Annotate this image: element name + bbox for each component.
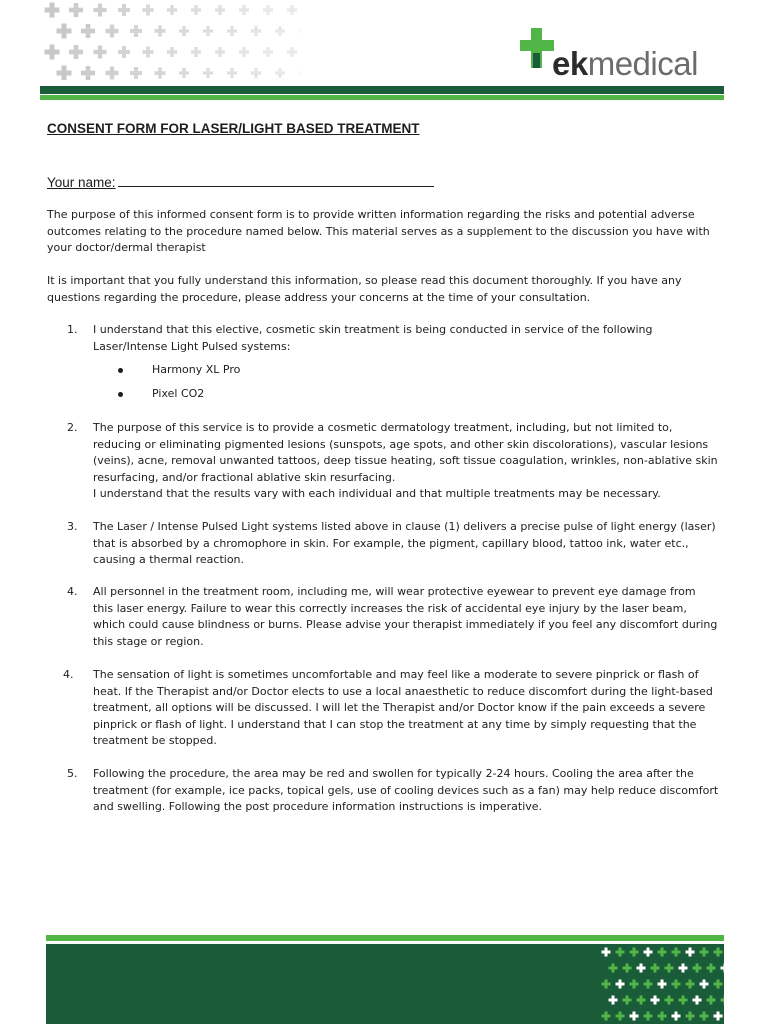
clause-number: 4. <box>63 668 74 681</box>
logo-brand-light: medical <box>587 45 698 82</box>
intro-paragraph: It is important that you fully understand this information, so please read this document thoroughly. If you have any questions regarding the procedure, please address your concerns at the time of your consultation. <box>47 274 682 304</box>
clause-text: The sensation of light is sometimes uncomfortable and may feel like a moderate to severe pinprick or flash of heat. If the Therapist and/or Doctor elects to use a local anaesthetic to reduce discomfort during the light-based treatment, all options will be discussed. I will let the Therapist and/or Doctor know if the pain exceeds a severe pinprick or flash of light. I understand that I can stop the treatment at any time by simply requesting that the treatment be stopped. <box>93 668 713 747</box>
footer-cross-pattern <box>598 944 724 1024</box>
name-label: Your name: <box>47 175 116 190</box>
clause-text: I understand that this elective, cosmetic skin treatment is being conducted in service of the following Laser/Intense Light Pulsed systems: <box>93 323 653 353</box>
bullet-icon <box>118 368 123 373</box>
logo-brand-bold: ek <box>552 45 588 82</box>
bullet-icon <box>118 392 123 397</box>
document-title: CONSENT FORM FOR LASER/LIGHT BASED TREATMENT <box>47 121 420 136</box>
bullet-text: Harmony XL Pro <box>152 363 241 376</box>
clause-text: Following the procedure, the area may be red and swollen for typically 2-24 hours. Cooling the area after the treatment (for example, ice packs, topical gels, use of cooling devices such as a fan) may help reduce discomfort and swelling. Following the post procedure information instructions is imperative. <box>93 767 719 813</box>
clause-text: All personnel in the treatment room, including me, will wear protective eyewear to prevent eye damage from this laser energy. Failure to wear this correctly increases the risk of accidental eye injury by the laser beam, which could cause blindness or burns. Please advise your therapist immediately if you feel any discomfort during this stage or region. <box>93 585 718 648</box>
clause-number: 1. <box>67 323 78 336</box>
decorative-cross-pattern <box>40 0 300 80</box>
clause-text: The Laser / Intense Pulsed Light systems listed above in clause (1) delivers a precise pulse of light energy (laser) that is absorbed by a chromophore in skin. For example, the pigment, capillary blood, tattoo ink, water etc., causing a thermal reaction. <box>93 520 716 566</box>
intro-paragraph: The purpose of this informed consent form is to provide written information regarding the risks and potential adverse outcomes relating to the procedure named below. This material serves as a supplement to the discussion you have with your doctor/dermal therapist <box>47 208 710 254</box>
clause-text: The purpose of this service is to provide a cosmetic dermatology treatment, including, but not limited to, reducing or eliminating pigmented lesions (sunspots, age spots, and other skin discolorations), vascular lesions (veins), acne, removal unwanted tattoos, deep tissue heating, soft tissue coagulation, wrinkles, non-ablative skin resurfacing, and/or fractional ablative skin resurfacing. <box>93 421 718 484</box>
clause-number: 4. <box>67 585 78 598</box>
logo-wordmark <box>552 46 698 82</box>
header-divider-light <box>40 95 724 100</box>
clause-number: 3. <box>67 520 78 533</box>
name-field <box>47 174 434 190</box>
bullet-text: Pixel CO2 <box>152 387 205 400</box>
clause-text-continued: I understand that the results vary with each individual and that multiple treatments may be necessary. <box>93 487 661 500</box>
name-input-line[interactable] <box>118 174 434 187</box>
clause-number: 2. <box>67 421 78 434</box>
footer-divider-light <box>46 935 724 941</box>
ekmedical-logo <box>520 26 720 86</box>
clause-number: 5. <box>67 767 78 780</box>
medical-cross-icon <box>520 26 554 72</box>
header-divider-dark <box>40 86 724 94</box>
